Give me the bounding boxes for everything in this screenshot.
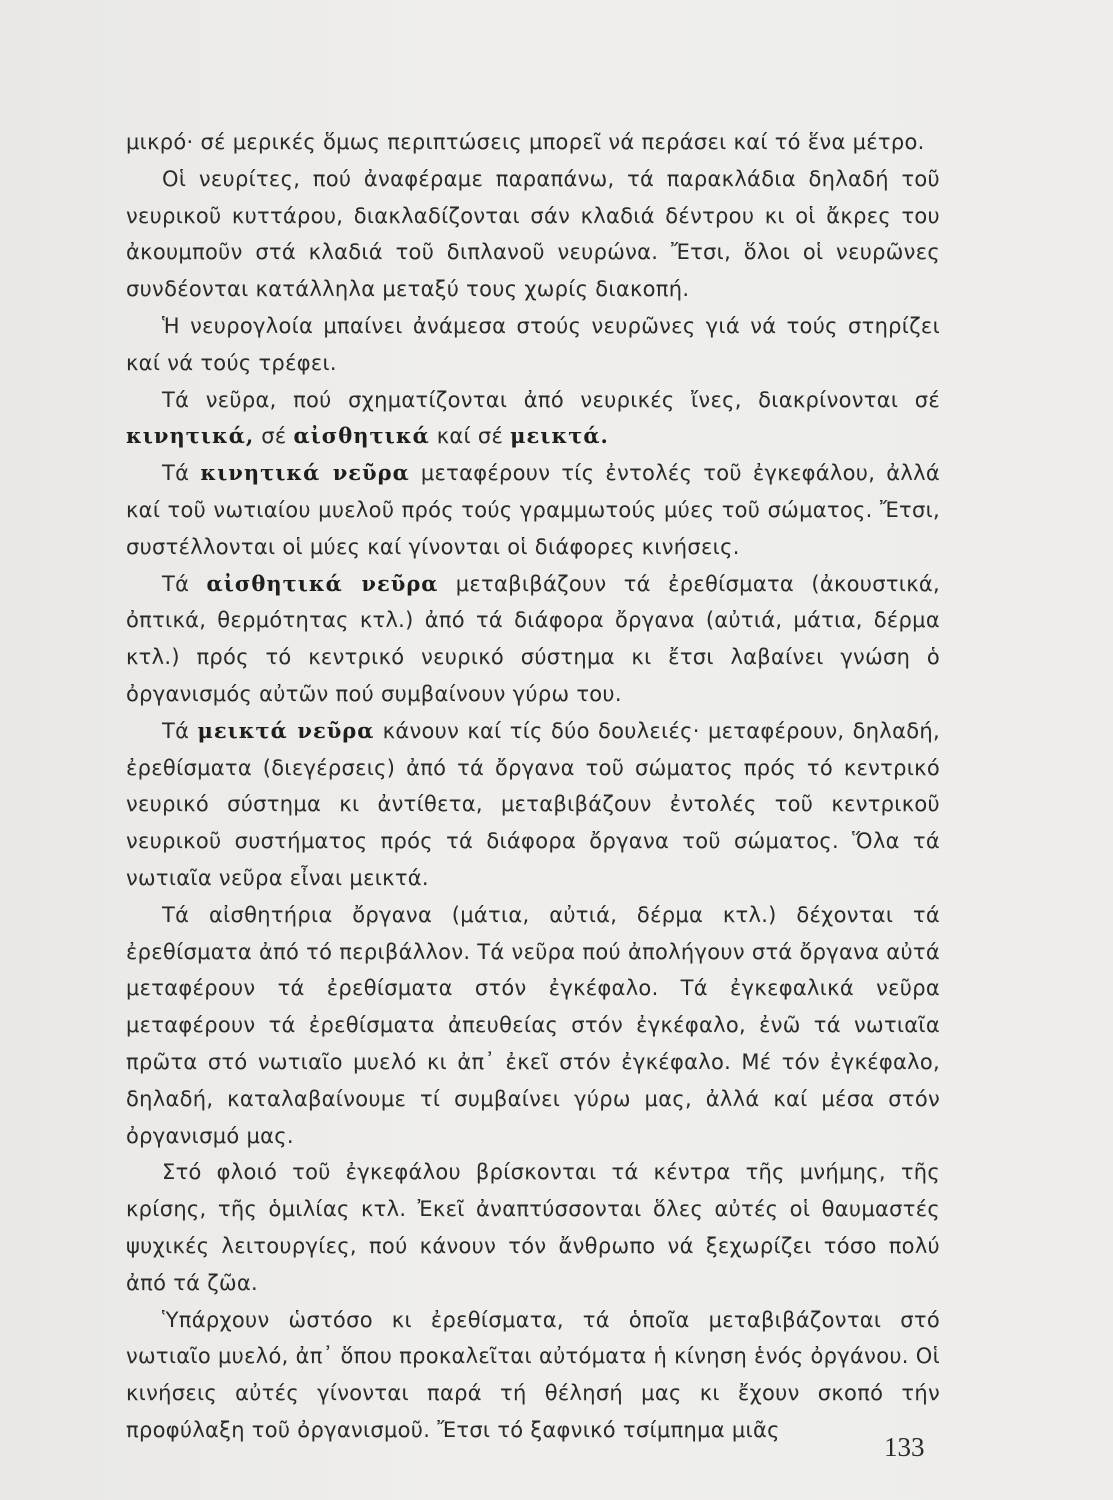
text-run: μικρό· σέ μερικές ὅμως περιπτώσεις μπορεῖ νά περάσει καί τό ἕνα μέτρο. (126, 130, 925, 154)
bold-term: αἰσθητικά νεῦρα (206, 570, 439, 596)
paragraph (126, 897, 940, 1155)
bold-term: αἰσθητικά (293, 423, 430, 449)
bold-term: μεικτά νεῦρα (197, 717, 375, 743)
text-run: Τά νεῦρα, πού σχηματίζονται ἀπό νευρικές ἴνες, διακρίνονται σέ (162, 387, 940, 412)
paragraph (126, 308, 940, 382)
bold-term: μεικτά. (510, 423, 609, 449)
text-run: σέ (254, 424, 294, 449)
text-run: Τά (162, 718, 198, 743)
text-run: Ὑπάρχουν ὡστόσο κι ἐρεθίσματα, τά ὁποῖα μεταβιβάζονται στό νωτιαῖο μυελό, ἀπ᾽ ὅπου προκαλεῖται αὐτόματα ἡ κίνηση ἑνός ὀργάνου. Οἱ κινήσεις αὐτές γίνονται παρά τή θέλησή μας κι ἔχουν σκοπό τήν προφύλαξη τοῦ ὀργανισμοῦ. Ἔτσι τό ξαφνικό τσίμπημα μιᾶς (126, 1307, 940, 1442)
text-run: μεταβιβάζουν τά ἐρεθίσματα (ἀκουστικά, ὀπτικά, θερμότητας κτλ.) ἀπό τά διάφορα ὄργανα (αὐτιά, μάτια, δέρμα κτλ.) πρός τό κεντρικό νευρικό σύστημα κι ἔτσι λαβαίνει γνώση ὁ ὀργανισμός αὐτῶν πού συμβαίνουν γύρω του. (126, 571, 940, 706)
paragraph (126, 382, 940, 456)
paragraph (126, 713, 940, 897)
paragraph (126, 161, 940, 308)
bold-term: κινητικά νεῦρα (200, 460, 410, 486)
text-run: Στό φλοιό τοῦ ἐγκεφάλου βρίσκονται τά κέντρα τῆς μνήμης, τῆς κρίσης, τῆς ὁμιλίας κτλ. Ἐκεῖ ἀναπτύσσονται ὅλες αὐτές οἱ θαυμαστές ψυχικές λειτουργίες, πού κάνουν τόν ἄνθρωπο νά ξεχωρίζει τόσο πολύ ἀπό τά ζῶα. (126, 1160, 940, 1295)
paragraph (126, 455, 940, 565)
text-run: Ἡ νευρογλοία μπαίνει ἀνάμεσα στούς νευρῶνες γιά νά τούς στηρίζει καί νά τούς τρέφει. (126, 313, 940, 375)
text-run: Οἱ νευρίτες, πού ἀναφέραμε παραπάνω, τά παρακλάδια δηλαδή τοῦ νευρικοῦ κυττάρου, διακλαδίζονται σάν κλαδιά δέντρου κι οἱ ἄκρες του ἀκουμποῦν στά κλαδιά τοῦ διπλανοῦ νευρώνα. Ἔτσι, ὅλοι οἱ νευρῶνες συνδέονται κατάλληλα μεταξύ τους χωρίς διακοπή. (126, 166, 940, 302)
page-number: 133 (884, 1432, 925, 1462)
paragraph (126, 1154, 940, 1301)
text-run: Τά (162, 461, 201, 486)
text-run: καί σέ (429, 424, 511, 449)
body-text (126, 124, 940, 1449)
text-run: Τά αἰσθητήρια ὄργανα (μάτια, αὐτιά, δέρμα κτλ.) δέχονται τά ἐρεθίσματα ἀπό τό περιβάλλον. Τά νεῦρα πού ἀπολήγουν στά ὄργανα αὐτά μεταφέρουν τά ἐρεθίσματα στόν ἐγκέφαλο. Τά ἐγκεφαλικά νεῦρα μεταφέρουν τά ἐρεθίσματα ἀπευθείας στόν ἐγκέφαλο, ἐνῶ τά νωτιαῖα πρῶτα στό νωτιαῖο μυελό κι ἀπ᾽ ἐκεῖ στόν ἐγκέφαλο. Μέ τόν ἐγκέφαλο, δηλαδή, καταλαβαίνουμε τί συμβαίνει γύρω μας, ἀλλά καί μέσα στόν ὀργανισμό μας. (126, 902, 940, 1148)
paragraph (126, 124, 940, 161)
paragraph (126, 1302, 940, 1449)
text-run: Τά (162, 571, 207, 596)
text-run: κάνουν καί τίς δύο δουλειές· μεταφέρουν, δηλαδή, ἐρεθίσματα (διεγέρσεις) ἀπό τά ὄργανα τοῦ σώματος πρός τό κεντρικό νευρικό σύστημα κι ἀντίθετα, μεταβιβάζουν ἐντολές τοῦ κεντρικοῦ νευρικοῦ συστήματος πρός τά διάφορα ὄργανα τοῦ σώματος. Ὅλα τά νωτιαῖα νεῦρα εἶναι μεικτά. (126, 718, 940, 890)
bold-term: κινητικά, (126, 423, 255, 449)
text-run: μεταφέρουν τίς ἐντολές τοῦ ἐγκεφάλου, ἀλλά καί τοῦ νωτιαίου μυελοῦ πρός τούς γραμμωτούς μύες τοῦ σώματος. Ἔτσι, συστέλλονται οἱ μύες καί γίνονται οἱ διάφορες κινήσεις. (126, 461, 941, 559)
paragraph (126, 566, 940, 713)
